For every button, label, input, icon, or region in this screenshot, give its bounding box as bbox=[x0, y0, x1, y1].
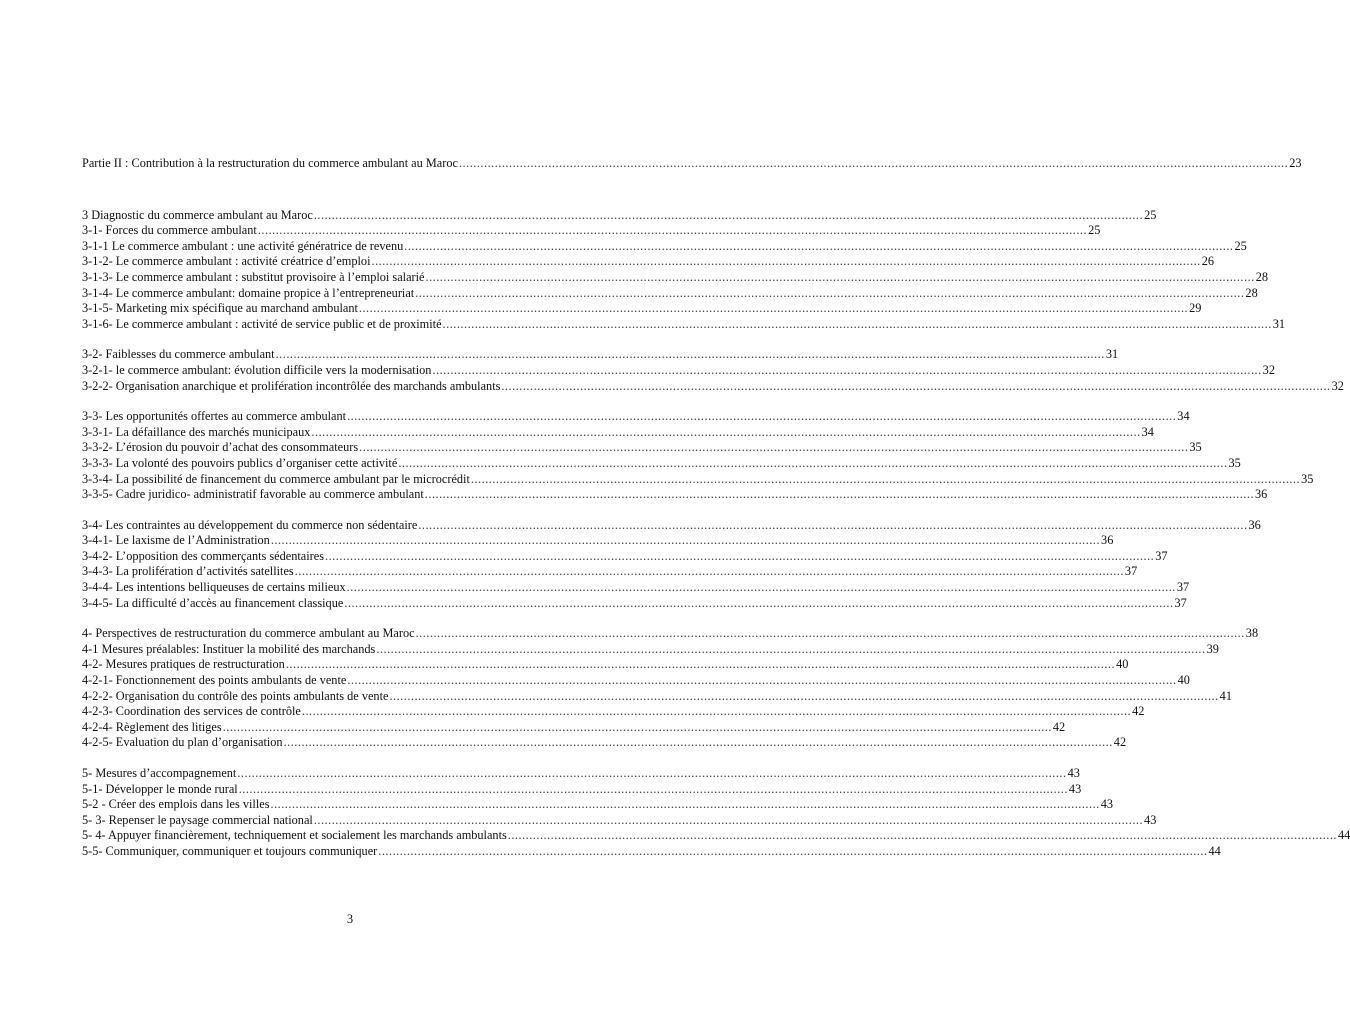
toc-entry-title: 3-1-2- Le commerce ambulant : activité créatrice d’emploi bbox=[82, 254, 371, 269]
toc-leader-dots bbox=[359, 301, 1188, 317]
toc-leader-dots bbox=[501, 379, 1330, 395]
toc-leader-dots bbox=[372, 254, 1201, 270]
toc-leader-dots bbox=[443, 317, 1272, 333]
toc-entry-page: 28 bbox=[1255, 269, 1269, 284]
toc-sections bbox=[82, 207, 1350, 860]
toc-leader-dots bbox=[359, 440, 1188, 456]
toc-entry-page: 44 bbox=[1338, 828, 1350, 843]
toc-entry-title: Partie II : Contribution à la restructuration du commerce ambulant au Maroc bbox=[82, 156, 458, 170]
toc-entry-title: 4-2-4- Règlement des litiges bbox=[82, 719, 222, 734]
toc-leader-dots bbox=[389, 689, 1218, 705]
toc-entry[interactable] bbox=[82, 564, 1138, 580]
toc-entry[interactable] bbox=[82, 254, 1215, 270]
toc-entry-title: 3-2-1- le commerce ambulant: évolution difficile vers la modernisation bbox=[82, 362, 432, 377]
toc-entry-page: 43 bbox=[1100, 797, 1114, 812]
toc-entry-page: 35 bbox=[1301, 471, 1314, 486]
toc-entry[interactable] bbox=[82, 595, 1187, 612]
toc-entry[interactable] bbox=[82, 207, 1157, 224]
toc-leader-dots bbox=[418, 518, 1247, 534]
toc-leader-dots bbox=[237, 766, 1066, 782]
toc-entry-page: 34 bbox=[1141, 424, 1154, 439]
toc-entry-title: 3-2-2- Organisation anarchique et prolifération incontrôlée des marchands ambulants bbox=[82, 378, 501, 393]
toc-entry-page: 41 bbox=[1219, 688, 1232, 703]
toc-entry-page: 36 bbox=[1101, 533, 1114, 548]
toc-entry-page: 36 bbox=[1255, 487, 1268, 502]
toc-entry[interactable] bbox=[82, 517, 1261, 534]
toc-entry[interactable] bbox=[82, 797, 1114, 813]
toc-entry-page: 34 bbox=[1177, 409, 1190, 424]
toc-entry-page: 25 bbox=[1144, 207, 1157, 222]
toc-entry-title: 3-4-2- L’opposition des commerçants sédentaires bbox=[82, 548, 325, 563]
toc-entry[interactable] bbox=[82, 223, 1101, 239]
toc-entry-page: 38 bbox=[1245, 626, 1259, 641]
toc-entry-title: 3-1-5- Marketing mix spécifique au marchand ambulant bbox=[82, 301, 358, 316]
toc-entry[interactable] bbox=[82, 238, 1247, 255]
toc-entry-title: 3-3- Les opportunités offertes au commerce ambulant bbox=[82, 409, 347, 424]
toc-entry-title: 3-3-1- La défaillance des marchés municipaux bbox=[82, 424, 311, 439]
toc-entry-title: 5- 4- Appuyer financièrement, techniquement et socialement les marchands ambulants bbox=[82, 828, 507, 843]
toc-leader-dots bbox=[426, 270, 1255, 286]
toc-leader-dots bbox=[286, 657, 1115, 673]
toc-entry[interactable] bbox=[82, 316, 1286, 333]
toc-entry[interactable] bbox=[82, 766, 1080, 782]
toc-entry[interactable] bbox=[82, 378, 1344, 395]
toc-entry-title: 3-1-6- Le commerce ambulant : activité de service public et de proximité bbox=[82, 316, 442, 331]
toc-entry-title: 4-2-3- Coordination des services de contrôle bbox=[82, 704, 301, 719]
toc-entry-title: 3-3-5- Cadre juridico- administratif favorable au commerce ambulant bbox=[82, 487, 424, 502]
toc-entry[interactable] bbox=[82, 487, 1268, 503]
toc-entry-title: 3-1- Forces du commerce ambulant bbox=[82, 223, 257, 238]
toc-entry-page: 25 bbox=[1088, 223, 1101, 238]
toc-leader-dots bbox=[404, 239, 1233, 255]
toc-entry[interactable] bbox=[82, 533, 1114, 549]
toc-entry-page: 36 bbox=[1248, 517, 1261, 532]
section-spacer bbox=[82, 751, 619, 766]
toc-entry[interactable] bbox=[82, 440, 1202, 456]
toc-section-group bbox=[82, 517, 1261, 612]
toc-leader-dots bbox=[425, 487, 1254, 503]
toc-entry-title: 3-3-3- La volonté des pouvoirs publics d’organiser cette activité bbox=[82, 455, 398, 470]
toc-entry-page: 29 bbox=[1189, 301, 1202, 316]
toc-entry[interactable] bbox=[82, 362, 1275, 379]
section-spacer bbox=[82, 503, 619, 518]
toc-entry-page: 43 bbox=[1067, 766, 1080, 780]
toc-leader-dots bbox=[314, 813, 1143, 829]
toc-entry[interactable] bbox=[82, 301, 1202, 317]
toc-entry[interactable] bbox=[82, 812, 1157, 829]
toc-leader-dots bbox=[302, 704, 1131, 720]
toc-entry-page: 39 bbox=[1206, 641, 1219, 656]
toc-entry-page: 35 bbox=[1228, 455, 1241, 470]
toc-leader-dots bbox=[276, 347, 1105, 363]
toc-section-group bbox=[82, 409, 1314, 503]
toc-entry-page: 40 bbox=[1116, 657, 1129, 672]
toc-leader-dots bbox=[459, 156, 1288, 172]
toc-entry-page: 44 bbox=[1208, 843, 1221, 858]
toc-leader-dots bbox=[271, 533, 1100, 549]
toc-entry-title: 4-2-1- Fonctionnement des points ambulants de vente bbox=[82, 673, 347, 688]
toc-entry-page: 32 bbox=[1262, 362, 1275, 377]
table-of-contents bbox=[82, 156, 1350, 860]
toc-entry[interactable] bbox=[82, 424, 1154, 441]
toc-entry-title: 3-1-1 Le commerce ambulant : une activité génératrice de revenu bbox=[82, 238, 404, 253]
toc-entry-title: 3-1-4- Le commerce ambulant: domaine propice à l’entrepreneuriat bbox=[82, 285, 415, 300]
toc-leader-dots bbox=[311, 425, 1140, 441]
toc-entry-page: 43 bbox=[1144, 812, 1157, 827]
section-spacer bbox=[82, 611, 619, 626]
toc-entry-title: 4-2- Mesures pratiques de restructuration bbox=[82, 657, 285, 672]
toc-entry[interactable] bbox=[82, 735, 1127, 751]
toc-entry[interactable] bbox=[82, 641, 1219, 658]
section-spacer bbox=[82, 172, 619, 208]
toc-entry-title: 3-4- Les contraintes au développement du commerce non sédentaire bbox=[82, 517, 418, 532]
toc-leader-dots bbox=[471, 472, 1300, 488]
toc-leader-dots bbox=[398, 456, 1227, 472]
toc-entry-title: 3-4-3- La prolifération d’activités satellites bbox=[82, 564, 294, 579]
toc-entry[interactable] bbox=[82, 781, 1082, 798]
toc-entry-title: 4-1 Mesures préalables: Instituer la mobilité des marchands bbox=[82, 641, 376, 656]
toc-entry-page: 37 bbox=[1176, 580, 1190, 595]
toc-entry-title: 5-2 - Créer des emplois dans les villes bbox=[82, 797, 270, 812]
toc-entry-title: 5- Mesures d’accompagnement bbox=[82, 766, 237, 780]
toc-entry-page: 31 bbox=[1105, 347, 1119, 362]
section-spacer bbox=[82, 394, 619, 409]
toc-entry-title: 3-4-1- Le laxisme de l’Administration bbox=[82, 533, 270, 548]
toc-leader-dots bbox=[314, 208, 1143, 224]
toc-leader-dots bbox=[416, 626, 1245, 642]
toc-leader-dots bbox=[284, 735, 1113, 751]
toc-leader-dots bbox=[347, 673, 1176, 689]
toc-entry[interactable] bbox=[82, 548, 1168, 565]
toc-entry-title: 3 Diagnostic du commerce ambulant au Maroc bbox=[82, 207, 313, 222]
toc-entry[interactable] bbox=[82, 828, 1350, 844]
toc-entry[interactable] bbox=[82, 347, 1119, 363]
toc-part-entry[interactable] bbox=[82, 156, 1302, 172]
page-number: 3 bbox=[346, 912, 354, 926]
toc-section-group bbox=[82, 626, 1259, 751]
toc-entry[interactable] bbox=[82, 657, 1129, 673]
toc-entry-title: 5-1- Développer le monde rural bbox=[82, 781, 238, 796]
toc-section-group bbox=[82, 207, 1286, 333]
toc-entry-title: 4- Perspectives de restructuration du commerce ambulant au Maroc bbox=[82, 626, 415, 641]
toc-entry[interactable] bbox=[82, 719, 1066, 736]
toc-leader-dots bbox=[258, 223, 1087, 239]
toc-entry-title: 3-4-4- Les intentions belliqueuses de certains milieux bbox=[82, 580, 346, 595]
toc-entry[interactable] bbox=[82, 673, 1190, 689]
toc-entry-page: 32 bbox=[1331, 378, 1344, 393]
toc-entry-page: 43 bbox=[1068, 781, 1082, 796]
toc-entry-page: 28 bbox=[1245, 285, 1258, 300]
toc-entry[interactable] bbox=[82, 843, 1221, 860]
toc-leader-dots bbox=[378, 844, 1207, 860]
toc-entry[interactable] bbox=[82, 269, 1269, 286]
toc-entry-title: 5-5- Communiquer, communiquer et toujours communiquer bbox=[82, 843, 378, 858]
toc-entry[interactable] bbox=[82, 704, 1145, 720]
toc-leader-dots bbox=[376, 642, 1205, 658]
toc-leader-dots bbox=[432, 363, 1261, 379]
toc-leader-dots bbox=[223, 720, 1052, 736]
toc-entry-title: 3-2- Faiblesses du commerce ambulant bbox=[82, 347, 275, 362]
toc-entry-page: 40 bbox=[1177, 673, 1190, 688]
toc-entry-page: 37 bbox=[1155, 548, 1168, 563]
toc-entry-page: 26 bbox=[1201, 254, 1215, 269]
toc-entry-title: 4-2-5- Evaluation du plan d’organisation bbox=[82, 735, 283, 750]
toc-entry[interactable] bbox=[82, 688, 1232, 705]
toc-section-group bbox=[82, 766, 1350, 860]
toc-entry[interactable] bbox=[82, 455, 1241, 472]
toc-entry[interactable] bbox=[82, 409, 1190, 425]
toc-leader-dots bbox=[347, 580, 1176, 596]
toc-entry-page: 31 bbox=[1272, 316, 1286, 331]
toc-entry-page: 42 bbox=[1132, 704, 1145, 719]
toc-entry-page: 42 bbox=[1052, 719, 1066, 734]
section-spacer bbox=[82, 332, 619, 347]
toc-entry-title: 5- 3- Repenser le paysage commercial national bbox=[82, 812, 313, 827]
toc-leader-dots bbox=[271, 797, 1100, 813]
toc-leader-dots bbox=[347, 409, 1176, 425]
toc-entry[interactable] bbox=[82, 471, 1314, 488]
toc-section-group bbox=[82, 347, 1344, 394]
toc-entry-page: 23 bbox=[1289, 156, 1302, 170]
toc-entry-title: 3-1-3- Le commerce ambulant : substitut provisoire à l’emploi salarié bbox=[82, 269, 425, 284]
toc-leader-dots bbox=[239, 782, 1068, 798]
toc-leader-dots bbox=[344, 596, 1173, 612]
toc-leader-dots bbox=[325, 549, 1154, 565]
toc-entry-title: 4-2-2- Organisation du contrôle des points ambulants de vente bbox=[82, 688, 389, 703]
toc-entry[interactable] bbox=[82, 285, 1258, 302]
toc-leader-dots bbox=[295, 564, 1124, 580]
toc-entry-page: 42 bbox=[1113, 735, 1127, 750]
toc-entry[interactable] bbox=[82, 626, 1259, 642]
toc-entry-title: 3-4-5- La difficulté d’accès au financement classique bbox=[82, 595, 344, 610]
toc-leader-dots bbox=[415, 286, 1244, 302]
toc-entry-page: 37 bbox=[1124, 564, 1138, 579]
toc-entry-title: 3-3-4- La possibilité de financement du commerce ambulant par le microcrédit bbox=[82, 471, 470, 486]
toc-entry-page: 35 bbox=[1189, 440, 1202, 455]
toc-entry-title: 3-3-2- L’érosion du pouvoir d’achat des consommateurs bbox=[82, 440, 359, 455]
toc-entry-page: 37 bbox=[1174, 595, 1187, 610]
toc-leader-dots bbox=[508, 828, 1337, 844]
toc-entry[interactable] bbox=[82, 580, 1190, 596]
toc-entry-page: 25 bbox=[1234, 238, 1247, 253]
